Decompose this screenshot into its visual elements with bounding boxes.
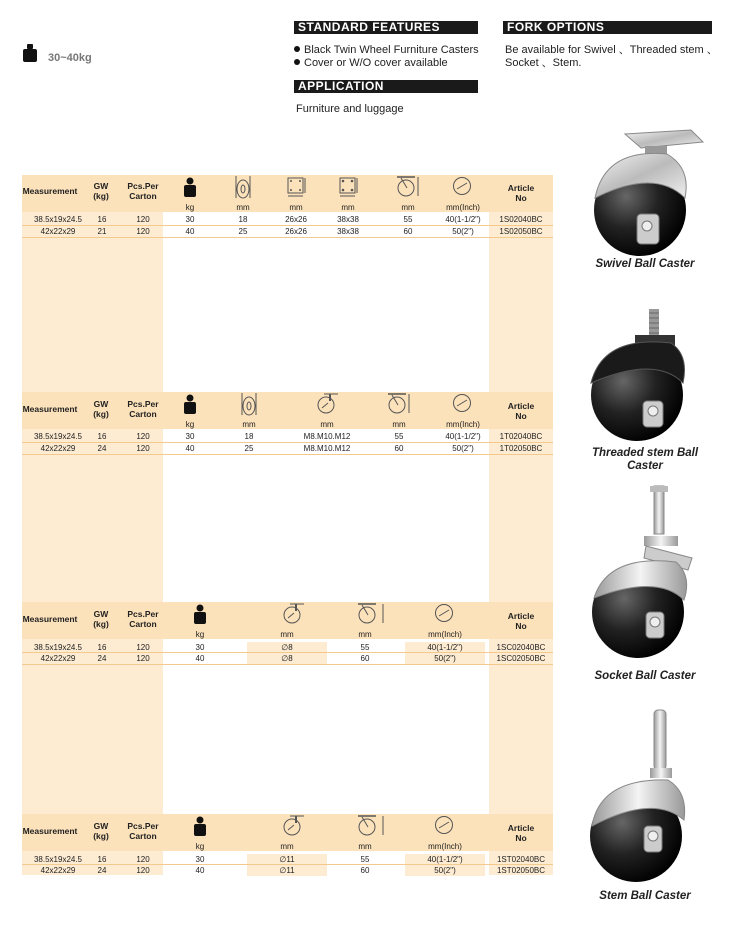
weight-icon bbox=[183, 394, 197, 414]
bullet-icon bbox=[294, 46, 300, 52]
application-title: APPLICATION bbox=[294, 80, 478, 93]
unit-mm: mm bbox=[280, 630, 294, 639]
unit-mm: mm bbox=[358, 842, 372, 851]
diameter-icon bbox=[452, 176, 472, 196]
col-article: Article No bbox=[507, 183, 535, 203]
row-divider bbox=[22, 225, 553, 226]
wheel-width-icon bbox=[238, 391, 262, 417]
article-column-bg bbox=[489, 175, 553, 875]
unit-mm-inch: mm(Inch) bbox=[428, 630, 462, 639]
row-divider bbox=[22, 454, 553, 455]
unit-mm: mm bbox=[236, 203, 250, 212]
fork-options-title: FORK OPTIONS bbox=[503, 21, 712, 34]
unit-mm: mm bbox=[341, 203, 355, 212]
unit-mm: mm bbox=[242, 420, 256, 429]
row-divider bbox=[22, 237, 553, 238]
weight-icon bbox=[22, 44, 38, 62]
col-measurement: Measurement bbox=[22, 614, 78, 624]
caption-swivel: Swivel Ball Caster bbox=[595, 258, 695, 270]
unit-mm: mm bbox=[320, 420, 334, 429]
swivel-ball-caster-image bbox=[585, 128, 705, 258]
col-article: Article No bbox=[507, 611, 535, 631]
height-icon bbox=[395, 175, 421, 199]
diameter-icon bbox=[452, 393, 472, 413]
feature-1: Black Twin Wheel Furniture Casters bbox=[294, 44, 479, 57]
height-icon bbox=[356, 602, 386, 626]
unit-mm-inch: mm(Inch) bbox=[428, 842, 462, 851]
unit-kg: kg bbox=[195, 842, 205, 851]
fork-options-line2: Socket 、Stem. bbox=[505, 57, 582, 69]
standard-features-title: STANDARD FEATURES bbox=[294, 21, 478, 34]
unit-mm: mm bbox=[358, 630, 372, 639]
col-measurement: Measurement bbox=[22, 186, 78, 196]
unit-kg: kg bbox=[185, 203, 195, 212]
height-icon bbox=[386, 392, 412, 416]
col-pcs: Pcs.Per Carton bbox=[127, 609, 159, 629]
col-pcs: Pcs.Per Carton bbox=[127, 821, 159, 841]
caption-socket: Socket Ball Caster bbox=[594, 670, 696, 682]
col-gw: GW (kg) bbox=[93, 181, 109, 201]
feature-2: Cover or W/O cover available bbox=[294, 57, 448, 70]
left-columns-bg bbox=[22, 175, 163, 875]
diameter-icon bbox=[434, 603, 454, 623]
top-plate-icon bbox=[285, 175, 307, 199]
weight-icon bbox=[193, 816, 207, 836]
row-divider bbox=[22, 664, 553, 665]
col-measurement: Measurement bbox=[22, 404, 78, 414]
socket-stem-icon bbox=[280, 602, 306, 626]
col-gw: GW (kg) bbox=[93, 399, 109, 419]
threaded-stem-ball-caster-image bbox=[585, 305, 705, 445]
weight-range: 30~40kg bbox=[48, 52, 92, 64]
caption-threaded: Threaded stem Ball Caster bbox=[591, 447, 699, 472]
row-divider bbox=[22, 442, 553, 443]
col-measurement: Measurement bbox=[22, 826, 78, 836]
bullet-icon bbox=[294, 59, 300, 65]
col-gw: GW (kg) bbox=[93, 821, 109, 841]
stem-icon bbox=[280, 814, 306, 838]
col-pcs: Pcs.Per Carton bbox=[127, 181, 159, 201]
diameter-icon bbox=[434, 815, 454, 835]
application-text: Furniture and luggage bbox=[296, 103, 404, 115]
height-icon bbox=[356, 814, 386, 838]
unit-mm-inch: mm(Inch) bbox=[446, 203, 480, 212]
col-pcs: Pcs.Per Carton bbox=[127, 399, 159, 419]
weight-icon bbox=[193, 604, 207, 624]
unit-mm-inch: mm(Inch) bbox=[446, 420, 480, 429]
unit-mm: mm bbox=[289, 203, 303, 212]
socket-ball-caster-image bbox=[588, 484, 708, 664]
caption-stem: Stem Ball Caster bbox=[599, 890, 691, 902]
unit-mm: mm bbox=[280, 842, 294, 851]
bolt-hole-icon bbox=[337, 175, 359, 199]
unit-mm: mm bbox=[401, 203, 415, 212]
unit-kg: kg bbox=[195, 630, 205, 639]
row-divider bbox=[22, 864, 553, 865]
wheel-width-icon bbox=[232, 174, 256, 200]
col-article: Article No bbox=[507, 823, 535, 843]
unit-kg: kg bbox=[185, 420, 195, 429]
stem-ball-caster-image bbox=[588, 708, 708, 888]
weight-icon bbox=[183, 177, 197, 197]
thread-stem-icon bbox=[314, 392, 340, 416]
fork-options-line1: Be available for Swivel 、Threaded stem 、 bbox=[505, 44, 718, 56]
unit-mm: mm bbox=[392, 420, 406, 429]
col-gw: GW (kg) bbox=[93, 609, 109, 629]
col-article: Article No bbox=[507, 401, 535, 421]
row-divider bbox=[22, 652, 553, 653]
